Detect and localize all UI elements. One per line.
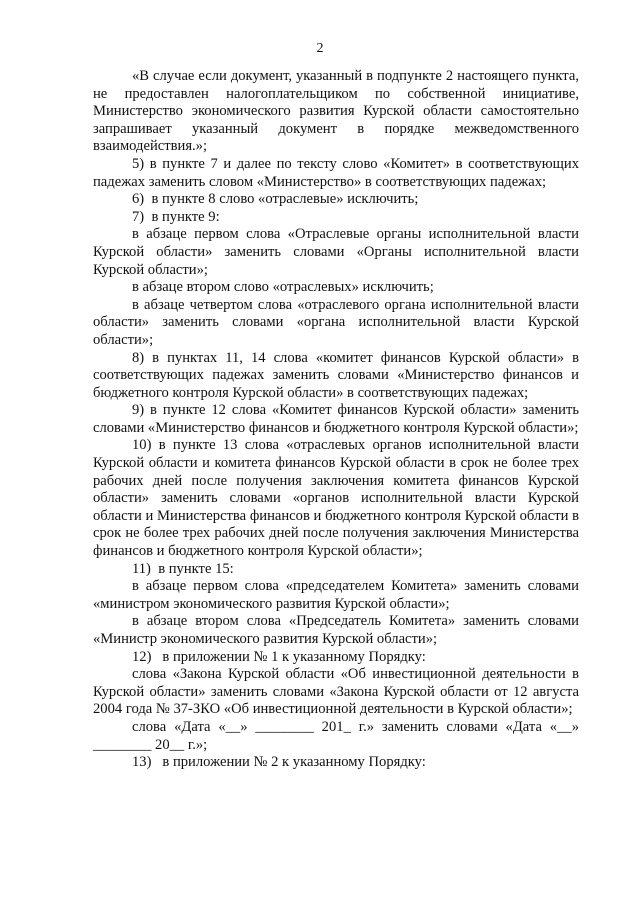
paragraph: 10) в пункте 13 слова «отраслевых органов исполнительной власти Курской области и комитета финансов Курской области в срок не более трех рабочих дней после получения заключения комитета финансов Курской области» заменить словами «органов исполнительной власти Курской области и Министерства финансов и бюджетного контроля Курской области в срок не более трех рабочих дней после получения заключения Министерства финансов и бюджетного контроля Курской области»; [93, 437, 579, 560]
paragraph: слова «Закона Курской области «Об инвестиционной деятельности в Курской области» заменить словами «Закона Курской области от 12 августа 2004 года № 37-ЗКО «Об инвестиционной деятельности в Курской области»; [93, 666, 579, 718]
paragraph: 9) в пункте 12 слова «Комитет финансов Курской области» заменить словами «Министерство финансов и бюджетного контроля Курской области»; [93, 402, 579, 436]
page-number: 2 [316, 41, 324, 56]
paragraph: в абзаце четвертом слова «отраслевого органа исполнительной власти области» заменить словами «органа исполнительной власти Курской области»; [93, 296, 579, 348]
paragraph: в абзаце втором слова «Председатель Комитета» заменить словами «Министр экономического развития Курской области»; [93, 613, 579, 647]
paragraph: слова «Дата «__» ________ 201_ г.» заменить словами «Дата «__» ________ 20__ г.»; [93, 718, 579, 753]
paragraph: 7) в пункте 9: [132, 208, 220, 225]
document-body [93, 68, 579, 772]
paragraph: в абзаце первом слова «Отраслевые органы исполнительной власти Курской области» заменить словами «Органы исполнительной власти Курской области»; [93, 226, 579, 278]
paragraph: 12) в приложении № 1 к указанному Порядку: [132, 648, 426, 665]
paragraph: «В случае если документ, указанный в подпункте 2 настоящего пункта, не предоставлен налогоплательщиком по собственной инициативе, Министерство экономического развития Курской области самостоятельно запрашивает указанный документ в порядке межведомственного взаимодействия.»; [93, 68, 579, 155]
paragraph: в абзаце первом слова «председателем Комитета» заменить словами «министром экономического развития Курской области»; [93, 578, 579, 612]
paragraph: 5) в пункте 7 и далее по тексту слово «Комитет» в соответствующих падежах заменить словом «Министерство» в соответствующих падежах; [93, 155, 579, 190]
paragraph: 13) в приложении № 2 к указанному Порядку: [132, 754, 426, 771]
paragraph: 8) в пунктах 11, 14 слова «комитет финансов Курской области» в соответствующих падежах заменить словами «Министерство финансов и бюджетного контроля Курской области» в соответствующих падежах; [93, 349, 579, 401]
paragraph: 6) в пункте 8 слово «отраслевые» исключить; [132, 191, 419, 208]
paragraph: 11) в пункте 15: [132, 560, 234, 577]
paragraph: в абзаце втором слово «отраслевых» исключить; [132, 279, 434, 296]
